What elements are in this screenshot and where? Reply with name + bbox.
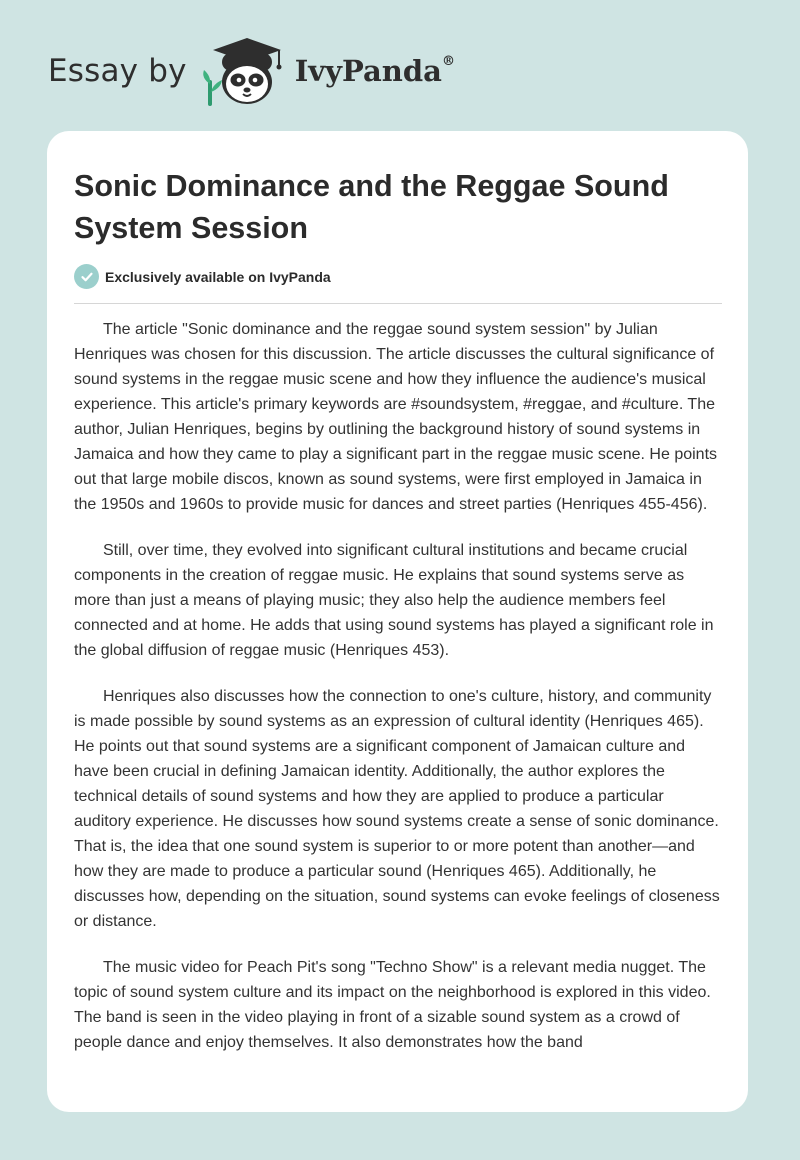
exclusive-badge (74, 264, 331, 289)
paragraph-4: The music video for Peach Pit's song "Techno Show" is a relevant media nugget. The topic of sound system culture and its impact on the neighborhood is explored in this video. The band is seen in the video playing in front of a sizable sound system as a crowd of people dance and enjoy themselves. It also demonstrates how the band (74, 959, 711, 1051)
essay-body (74, 317, 724, 1076)
divider (74, 303, 722, 304)
paragraph-2: Still, over time, they evolved into significant cultural institutions and became crucial components in the creation of reggae music. He explains that sound systems serve as more than just a means of playing music; they also help the audience members feel connected and at home. He adds that using sound systems has played a significant role in the global diffusion of reggae music (Henriques 453). (74, 542, 714, 659)
brand-name-text: IvyPanda (294, 53, 442, 88)
panda-logo-icon[interactable] (201, 32, 293, 110)
essay-card (47, 131, 748, 1112)
brand-prefix: Essay by (48, 52, 187, 89)
paragraph-1: The article "Sonic dominance and the reggae sound system session" by Julian Henriques was chosen for this discussion. The article discusses the cultural significance of sound systems in the reggae music scene and how they influence the audience's musical experience. This article's primary keywords are #soundsystem, #reggae, and #culture. The author, Julian Henriques, begins by outlining the background history of sound systems in Jamaica and how they came to play a significant part in the reggae music scene. He points out that large mobile discos, known as sound systems, were first employed in Jamaica in the 1950s and 1960s to provide music for dances and street parties (Henriques 455-456). (74, 321, 718, 513)
check-icon (74, 264, 99, 289)
registered-mark: ® (441, 53, 455, 69)
brand-header (48, 32, 455, 110)
paragraph-3: Henriques also discusses how the connection to one's culture, history, and community is made possible by sound systems as an expression of cultural identity (Henriques 465). He points out that sound systems are a significant component of Jamaican culture and have been crucial in defining Jamaican identity. Additionally, the author explores the technical details of sound systems and how they are applied to produce a particular auditory experience. He discusses how sound systems create a sense of sonic dominance. That is, the idea that one sound system is superior to or more potent than another—and how they are made to produce a particular sound (Henriques 465). Additionally, he discusses how, depending on the situation, sound systems can evoke feelings of closeness or distance. (74, 688, 720, 930)
brand-name[interactable] (294, 53, 455, 88)
exclusive-label: Exclusively available on IvyPanda (105, 268, 331, 285)
essay-title: Sonic Dominance and the Reggae Sound System Session (74, 169, 669, 245)
